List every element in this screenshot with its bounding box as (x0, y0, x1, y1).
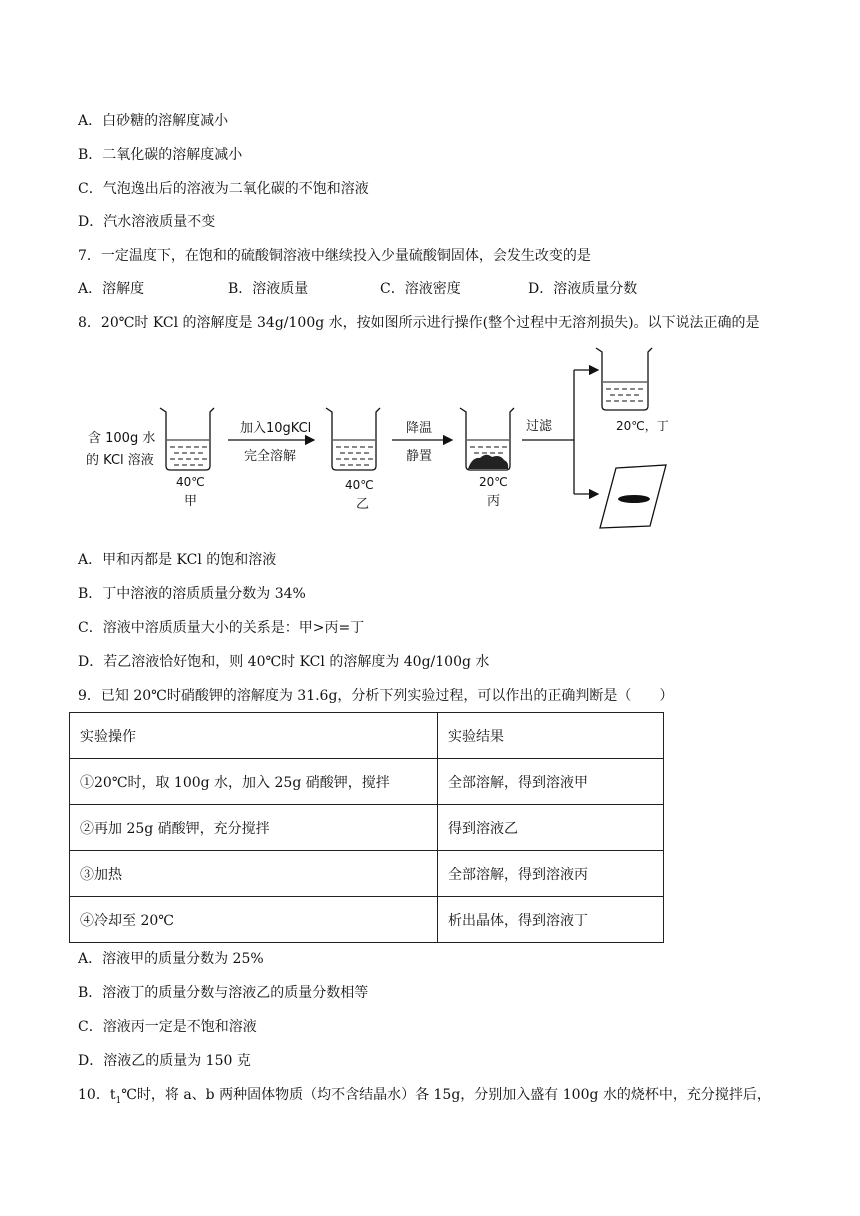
beaker-yi-name: 乙 (356, 497, 370, 512)
beaker-bing-temp: 20℃ (479, 475, 508, 489)
step2-top-label: 降温 (406, 421, 433, 436)
q7-option-d: D．溶液质量分数 (528, 281, 638, 297)
step1-top-label: 加入10gKCl (240, 421, 312, 436)
table-header-row (70, 713, 664, 759)
q7-option-b: B．溶液质量 (228, 281, 309, 297)
step2-bottom-label: 静置 (406, 449, 433, 464)
q7-option-a: A．溶解度 (78, 281, 145, 297)
table-row (70, 851, 664, 897)
start-label-2: 的 KCl 溶液 (86, 453, 154, 468)
q7-stem: 7．一定温度下，在饱和的硫酸铜溶液中继续投入少量硫酸铜固体，会发生改变的是 (78, 248, 591, 264)
start-label-1: 含 100g 水 (88, 431, 156, 446)
q8-experiment-diagram (78, 340, 698, 532)
beaker-bing-name: 丙 (487, 494, 501, 509)
table-row (70, 759, 664, 805)
filter-paper (600, 465, 666, 528)
q10-stem (78, 1085, 771, 1111)
q9-option-a: A．溶液甲的质量分数为 25% (78, 951, 264, 967)
q8-stem: 8．20℃时 KCl 的溶解度是 34g/100g 水，按如图所示进行操作(整个过程中无溶剂损失)。以下说法正确的是 (78, 315, 760, 331)
q10-number: 10． (78, 1087, 110, 1103)
q7-option-c: C．溶液密度 (380, 281, 461, 297)
beaker-jia (160, 408, 214, 470)
table-cell-operation: ③加热 (70, 851, 438, 897)
q8-option-b: B．丁中溶液的溶质质量分数为 34% (78, 586, 306, 602)
table-header-result: 实验结果 (438, 713, 664, 759)
q10-stem-text: ℃时，将 a、b 两种固体物质（均不含结晶水）各 15g，分别加入盛有 100g 水的烧杯中，充分搅拌后， (121, 1087, 771, 1103)
table-header-operation: 实验操作 (70, 713, 438, 759)
q9-stem: 9．已知 20℃时硝酸钾的溶解度为 31.6g，分析下列实验过程，可以作出的正确判断是（ ） (78, 688, 674, 704)
table-cell-operation: ①20℃时，取 100g 水，加入 25g 硝酸钾，搅拌 (70, 759, 438, 805)
beaker-yi-temp: 40℃ (345, 478, 374, 492)
beaker-jia-name: 甲 (184, 494, 198, 509)
beaker-yi (326, 408, 380, 470)
beaker-ding-label: 20℃，丁 (616, 419, 669, 433)
q6-option-d: D．汽水溶液质量不变 (78, 214, 216, 230)
table-cell-result: 析出晶体，得到溶液丁 (438, 897, 664, 943)
q6-option-a: A．白砂糖的溶解度减小 (78, 113, 229, 129)
q9-option-d: D．溶液乙的质量为 150 克 (78, 1053, 251, 1069)
beaker-bing (460, 408, 514, 470)
q10-temp-subscript: 1 (115, 1095, 122, 1106)
step3-label: 过滤 (526, 419, 553, 434)
q6-option-b: B．二氧化碳的溶解度减小 (78, 147, 243, 163)
beaker-ding (596, 348, 652, 410)
q8-option-c: C．溶液中溶质质量大小的关系是：甲>丙=丁 (78, 620, 365, 636)
table-cell-result: 得到溶液乙 (438, 805, 664, 851)
beaker-jia-temp: 40℃ (176, 475, 205, 489)
table-cell-operation: ②再加 25g 硝酸钾，充分搅拌 (70, 805, 438, 851)
q8-option-a: A．甲和丙都是 KCl 的饱和溶液 (78, 552, 277, 568)
q9-experiment-table (69, 712, 664, 943)
table-row (70, 805, 664, 851)
table-cell-result: 全部溶解，得到溶液丙 (438, 851, 664, 897)
step1-bottom-label: 完全溶解 (244, 449, 297, 464)
q8-option-d: D．若乙溶液恰好饱和，则 40℃时 KCl 的溶解度为 40g/100g 水 (78, 654, 490, 670)
q10-temp-symbol: t (109, 1087, 116, 1103)
table-cell-result: 全部溶解，得到溶液甲 (438, 759, 664, 805)
table-cell-operation: ④冷却至 20℃ (70, 897, 438, 943)
q6-option-c: C．气泡逸出后的溶液为二氧化碳的不饱和溶液 (78, 181, 369, 197)
q9-option-c: C．溶液丙一定是不饱和溶液 (78, 1019, 257, 1035)
q9-option-b: B．溶液丁的质量分数与溶液乙的质量分数相等 (78, 985, 369, 1001)
table-row (70, 897, 664, 943)
